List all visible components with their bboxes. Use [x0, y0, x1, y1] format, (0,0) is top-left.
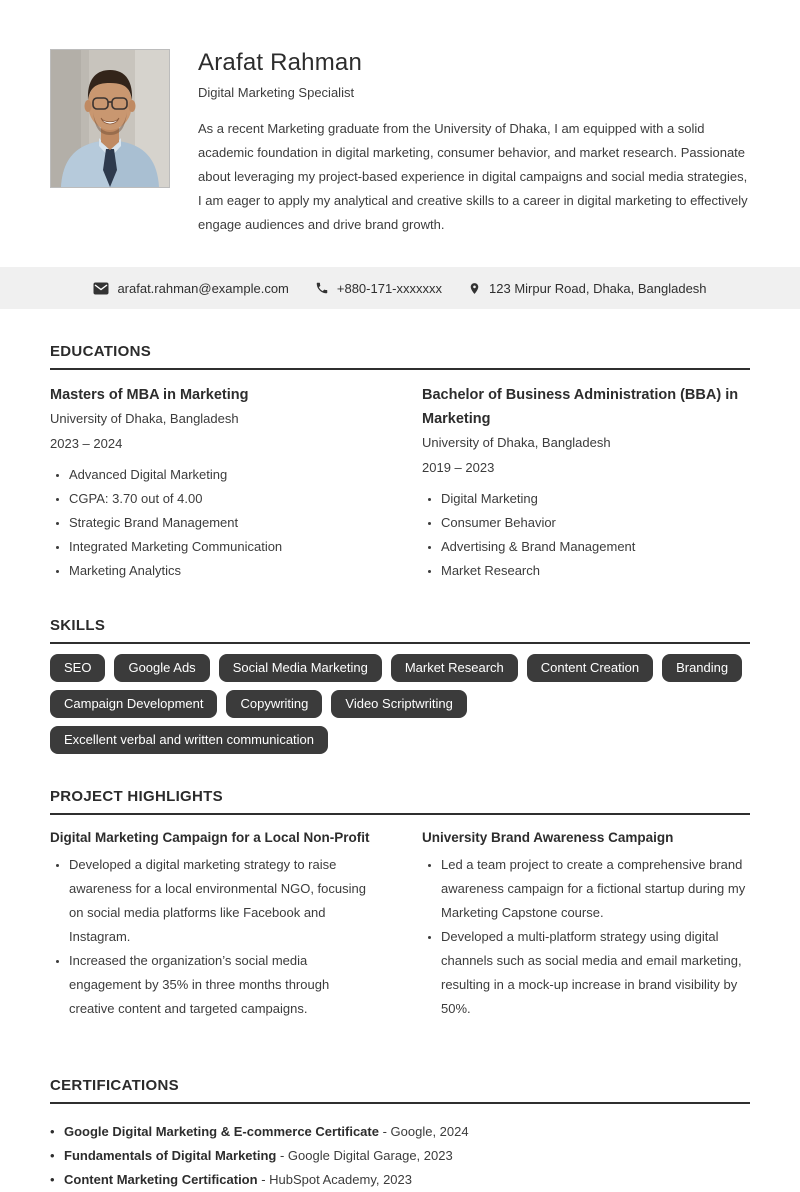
skill-badge: Content Creation — [527, 654, 653, 682]
skill-badge: Market Research — [391, 654, 518, 682]
bullet-dot: • — [50, 1172, 55, 1187]
list-item: • Advertising & Brand Management — [441, 535, 750, 559]
project-bullets — [422, 853, 750, 1021]
education-item — [50, 383, 378, 583]
project-title: University Brand Awareness Campaign — [422, 830, 674, 845]
resume-header — [0, 0, 800, 237]
profile-photo — [50, 49, 170, 188]
list-item: • Led a team project to create a comprehensive brand awareness campaign for a fictional startup during my Marketing Capstone course. — [441, 853, 750, 925]
educations-heading: EDUCATIONS — [50, 343, 152, 360]
skill-badge: Social Media Marketing — [219, 654, 382, 682]
contact-address — [468, 281, 707, 296]
list-item: • Marketing Analytics — [69, 559, 378, 583]
certification-detail: - HubSpot Academy, 2023 — [261, 1172, 412, 1187]
list-item: • Advanced Digital Marketing — [69, 463, 378, 487]
phone-icon — [315, 281, 329, 295]
period: 2023 – 2024 — [50, 435, 123, 451]
skill-badge: Video Scriptwriting — [331, 690, 466, 718]
skill-badge: SEO — [50, 654, 105, 682]
list-item: • Integrated Marketing Communication — [69, 535, 378, 559]
certification-name: Google Digital Marketing & E-commerce Certificate — [64, 1124, 379, 1139]
list-item: • Strategic Brand Management — [69, 511, 378, 535]
contact-email-text: arafat.rahman@example.com — [117, 280, 289, 296]
contact-phone-text: +880-171-xxxxxxx — [336, 280, 443, 296]
section-divider — [50, 642, 750, 644]
project-item — [422, 828, 750, 1021]
bullet-dot: • — [50, 1124, 55, 1139]
section-divider — [50, 813, 750, 815]
section-divider — [50, 368, 750, 370]
list-item: • Digital Marketing — [441, 487, 750, 511]
contact-bar — [0, 267, 800, 309]
bullet-dot: • — [50, 1148, 55, 1163]
person-job-title: Digital Marketing Specialist — [198, 85, 355, 100]
degree-title: Bachelor of Business Administration (BBA) in Marketing — [422, 387, 739, 427]
project-bullets — [50, 853, 378, 1021]
section-divider — [50, 1102, 750, 1104]
list-item: • Developed a digital marketing strategy to raise awareness for a local environmental NGO, focusing on social media platforms like Facebook and Instagram. — [69, 853, 378, 949]
certification-item — [50, 1168, 750, 1192]
list-item: • Increased the organization’s social media engagement by 35% in three months through creative content and targeted campaigns. — [69, 949, 378, 1021]
institution: University of Dhaka, Bangladesh — [422, 435, 611, 450]
envelope-icon — [93, 282, 109, 295]
certification-name: Content Marketing Certification — [64, 1172, 258, 1187]
education-item — [422, 383, 750, 583]
period: 2019 – 2023 — [422, 459, 495, 475]
certification-detail: - Google, 2024 — [382, 1124, 469, 1139]
certification-detail: - Google Digital Garage, 2023 — [279, 1148, 453, 1163]
section-projects — [50, 788, 750, 1021]
certification-name: Fundamentals of Digital Marketing — [64, 1148, 277, 1163]
projects-heading: PROJECT HIGHLIGHTS — [50, 788, 223, 805]
contact-address-text: 123 Mirpur Road, Dhaka, Bangladesh — [489, 280, 707, 296]
list-item: • Developed a multi-platform strategy using digital channels such as social media and email marketing, resulting in a mock-up increase in brand visibility by 50%. — [441, 925, 750, 1021]
list-item: • Consumer Behavior — [441, 511, 750, 535]
skill-badge: Branding — [662, 654, 742, 682]
map-pin-icon — [468, 281, 481, 296]
section-certifications — [50, 1077, 750, 1192]
skill-badge: Excellent verbal and written communication — [50, 726, 328, 754]
certifications-heading: CERTIFICATIONS — [50, 1077, 179, 1094]
education-bullets — [422, 487, 750, 583]
education-bullets — [50, 463, 378, 583]
project-item — [50, 828, 378, 1021]
contact-phone — [315, 281, 442, 296]
list-item: • Market Research — [441, 559, 750, 583]
skill-badge: Campaign Development — [50, 690, 217, 718]
certification-item — [50, 1120, 750, 1144]
person-name: Arafat Rahman — [198, 49, 363, 76]
skill-badge: Copywriting — [226, 690, 322, 718]
certification-item — [50, 1144, 750, 1168]
skills-list — [50, 654, 750, 754]
list-item: • CGPA: 3.70 out of 4.00 — [69, 487, 378, 511]
skills-heading: SKILLS — [50, 617, 106, 634]
project-title: Digital Marketing Campaign for a Local Non-Profit — [50, 830, 370, 845]
profile-photo-illustration — [51, 50, 169, 187]
degree-title: Masters of MBA in Marketing — [50, 387, 249, 403]
certifications-list — [50, 1120, 750, 1192]
profile-summary: As a recent Marketing graduate from the University of Dhaka, I am equipped with a solid academic foundation in digital marketing, consumer behavior, and market research. Passionate about leveraging my project-based experience in digital campaigns and social media strategies, I am eager to apply my analytical and creative skills to a career in digital marketing to effectively engage audiences and drive brand growth. — [198, 121, 748, 232]
institution: University of Dhaka, Bangladesh — [50, 411, 239, 426]
contact-email — [93, 281, 288, 296]
skill-badge: Google Ads — [114, 654, 209, 682]
section-skills — [50, 617, 750, 754]
section-educations — [50, 343, 750, 583]
